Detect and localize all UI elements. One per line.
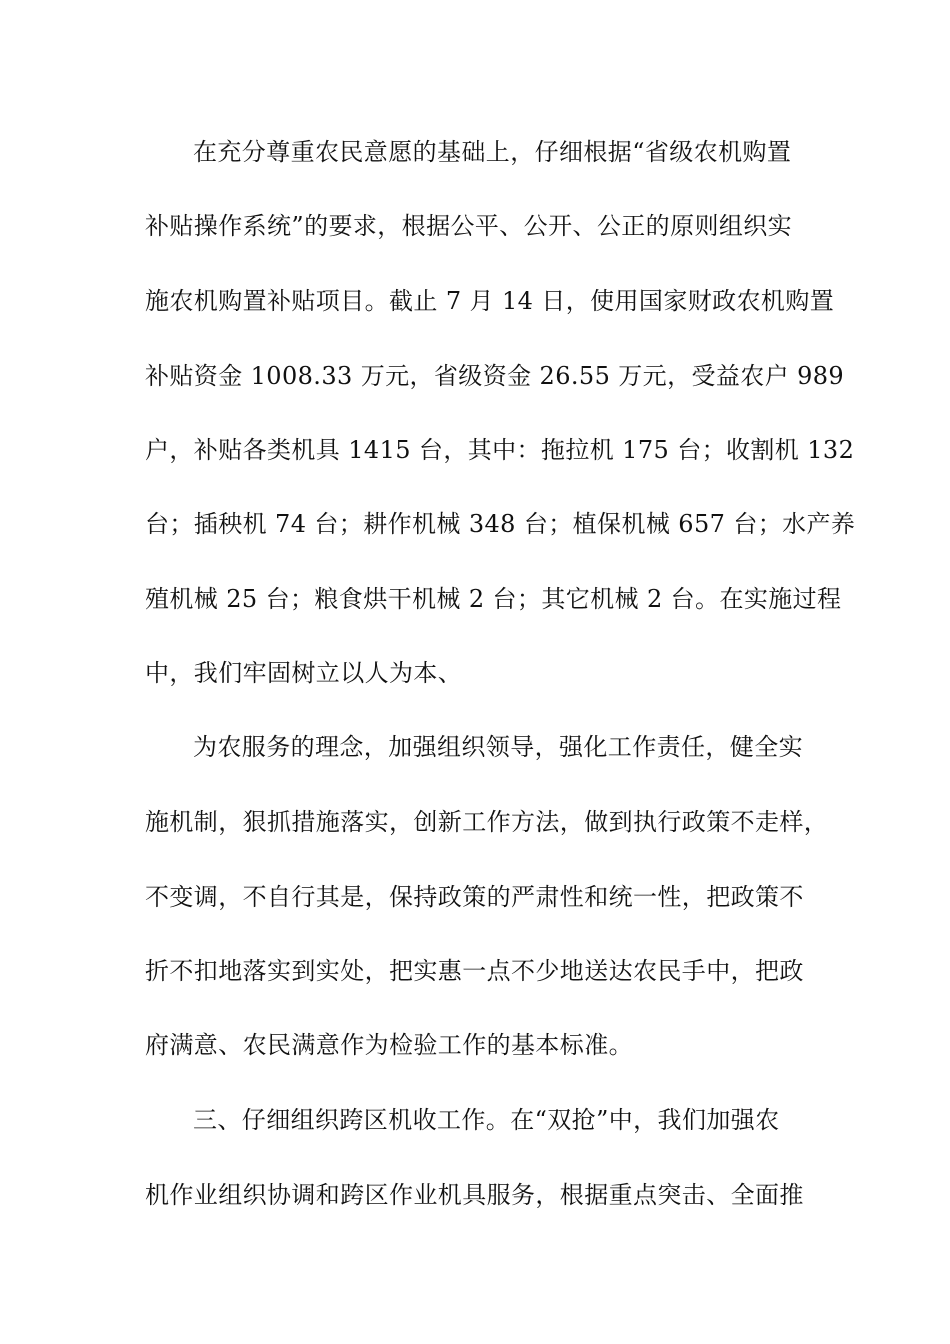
paragraph-1-line-4: 补贴资金 1008.33 万元，省级资金 26.55 万元，受益农户 989 [145, 362, 845, 390]
paragraph-2-line-3: 不变调，不自行其是，保持政策的严肃性和统一性，把政策不 [145, 883, 804, 911]
paragraph-2-line-5: 府满意、农民满意作为检验工作的基本标准。 [145, 1031, 633, 1059]
paragraph-1-line-1: 在充分尊重农民意愿的基础上，仔细根据“省级农机购置 [193, 138, 792, 166]
paragraph-1-line-6: 台；插秧机 74 台；耕作机械 348 台；植保机械 657 台；水产养 [145, 510, 856, 538]
paragraph-2-line-1: 为农服务的理念，加强组织领导，强化工作责任，健全实 [193, 733, 803, 761]
paragraph-1-line-8: 中，我们牢固树立以人为本、 [145, 659, 463, 687]
paragraph-3-line-2: 机作业组织协调和跨区作业机具服务，根据重点突击、全面推 [145, 1181, 804, 1209]
paragraph-3-line-1: 三、仔细组织跨区机收工作。在“双抢”中，我们加强农 [193, 1106, 780, 1134]
paragraph-2-line-2: 施机制，狠抓措施落实，创新工作方法，做到执行政策不走样， [145, 808, 829, 836]
paragraph-1-line-2: 补贴操作系统”的要求，根据公平、公开、公正的原则组织实 [145, 212, 793, 240]
paragraph-1-line-3: 施农机购置补贴项目。截止 7 月 14 日，使用国家财政农机购置 [145, 287, 835, 315]
paragraph-1-line-7: 殖机械 25 台；粮食烘干机械 2 台；其它机械 2 台。在实施过程 [145, 585, 842, 613]
paragraph-2-line-4: 折不扣地落实到实处，把实惠一点不少地送达农民手中，把政 [145, 957, 804, 985]
paragraph-1-line-5: 户，补贴各类机具 1415 台，其中：拖拉机 175 台；收割机 132 [145, 436, 855, 464]
